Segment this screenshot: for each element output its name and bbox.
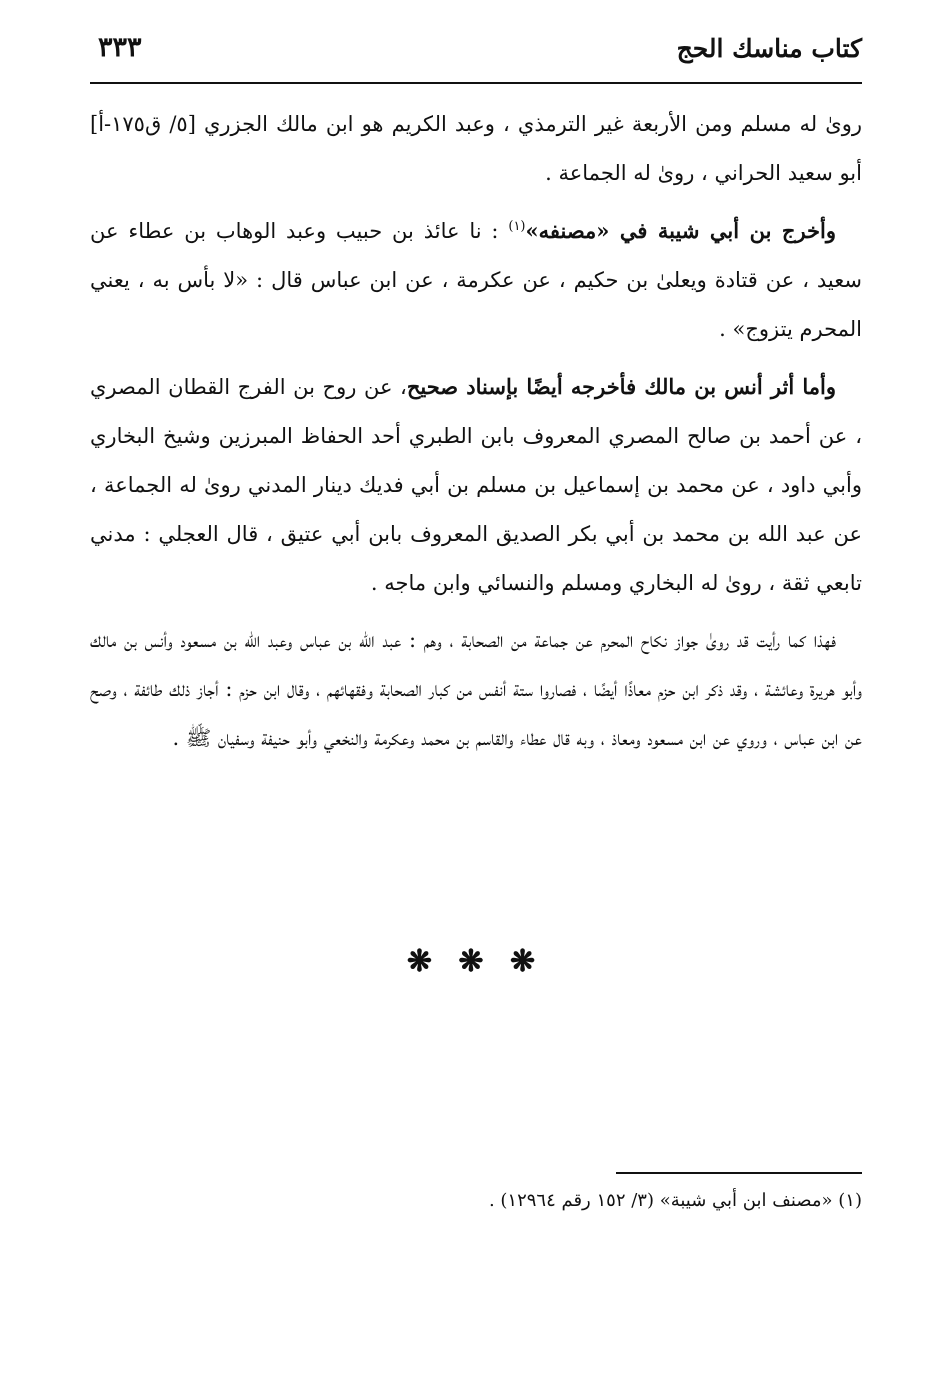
header-rule	[90, 82, 862, 84]
paragraph-lead: وأما أثر أنس بن مالك فأخرجه أيضًا بإسناد صحيح	[406, 374, 836, 399]
paragraph-1	[90, 100, 862, 198]
footnote-ref[interactable]: (١)	[508, 219, 526, 234]
running-title: كتاب مناسك الحج	[676, 34, 862, 63]
page-number: ٣٣٣	[98, 32, 142, 63]
footnote-rule	[616, 1172, 862, 1174]
paragraph-2	[90, 206, 862, 354]
paragraph-text: روىٰ له مسلم ومن الأربعة غير الترمذي ، وعبد الكريم هو ابن مالك الجزري [٥/ ق١٧٥-أ] أبو سعيد الحراني ، روىٰ له الجماعة .	[90, 112, 862, 185]
section-separator: ❋ ❋ ❋	[406, 944, 544, 979]
paragraph-text: ، عن روح بن الفرج القطان المصري ، عن أحمد بن صالح المصري المعروف بابن الطبري أحد الحفاظ المبرزين وشيخ البخاري وأبي داود ، عن محمد بن إسماعيل بن مسلم بن أبي فديك دينار المدني روىٰ له الجماعة ، عن عبد الله بن محمد بن أبي بكر الصديق المعروف بابن أبي عتيق ، قال العجلي : مدني تابعي ثقة ، روىٰ له البخاري ومسلم والنسائي وابن ماجه .	[90, 375, 862, 595]
paragraph-3	[90, 362, 862, 608]
paragraph-lead: وأخرج بن أبي شيبة في «مصنفه»	[525, 218, 836, 243]
paragraph-text: فهذا كما رأيت قد روىٰ جواز نكاح المحرم عن جماعة من الصحابة ، وهم : عبد الله بن عباس وعبد الله بن مسعود وأنس بن مالك وأبو هريرة وعائشة ، وقد ذكر ابن حزم معاذًا أيضًا ، فصاروا ستة أنفس من كبار الصحابة وفقهائهم ، وقال ابن حزم : أجاز ذلك طائفة ، وصح عن ابن عباس ، وروي عن ابن مسعود ومعاذ ، وبه قال عطاء والقاسم بن محمد وعكرمة والنخعي وأبو حنيفة وسفيان ﷺ .	[90, 628, 862, 750]
page-header	[90, 24, 862, 80]
paragraph-text: : نا عائذ بن حبيب وعبد الوهاب بن عطاء عن سعيد ، عن قتادة ويعلىٰ بن حكيم ، عن عكرمة ، عن ابن عباس قال : «لا بأس به ، يعني المحرم يتزوج» .	[90, 219, 862, 341]
footnote: (١) «مصنف ابن أبي شيبة» (٣/ ١٥٢ رقم ١٢٩٦٤) .	[488, 1190, 862, 1211]
main-text	[90, 100, 862, 771]
paragraph-4	[90, 616, 862, 763]
